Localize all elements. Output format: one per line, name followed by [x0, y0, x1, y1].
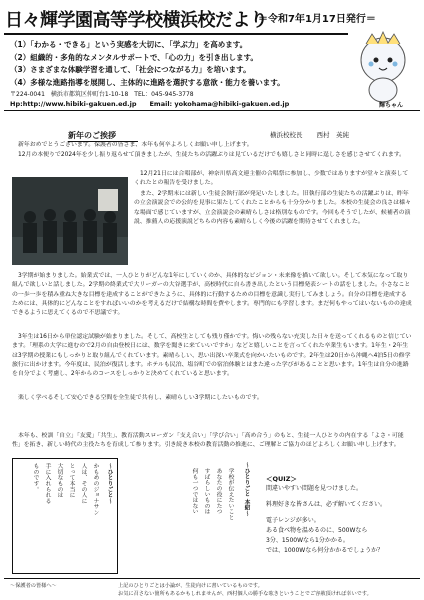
column-line: 人は、その人に [80, 463, 86, 504]
greeting-paragraph: 12月の本便りで2024年を少し振り返らせて頂きましたが、生徒たちの活躍ぶりは見ているだけでも嬉しさと同時に逞しさを感じさせてくれます。 [18, 152, 406, 158]
book-line: 学校が伝えたいこと [227, 468, 233, 521]
mascot-name: 輝ちゃん [379, 102, 404, 109]
greeting-paragraph: 12月21日には合唱部が、神奈川県高文連主催の合唱祭に参加し、少数ではありますが堂々と演奏してくれたとの報告を受けました。 [134, 171, 409, 187]
quiz-line: 電子レンジが多い。 [266, 517, 320, 524]
book-line: 何も一つではない [191, 468, 197, 515]
book-line: あなたの役にたつ [215, 468, 221, 515]
header-divider [4, 110, 420, 111]
newsletter-title: 日々輝学園高等学校横浜校だより [5, 10, 268, 31]
quiz-line: 3分、1500Wなら1分かかる。 [266, 537, 349, 544]
author-name: 西村 英純 [316, 131, 349, 139]
greeting-paragraph: 3年生は16日から単位認定試験が始まりました。そして、高校生としても残り僅かです。悔いの残らない充実した日々を送ってくれるものと信じています。「理系の大学に進むので2月の自由登校日には、数学を聞きに来ていいですか」などと嬉しいことを言ってくれた卒業生もいます。1年生・2年生は3学期の授業にもしっかりと取り組んでくれています。素晴らしい、思い出深い卒業式を向かいたいものです。2年生は20日から沖縄へ4泊5日の修学旅行に出かけます。今年度は、民泊が復活します。ホテルも民泊、塩谷町での宿泊体験とはまた違った学びがあることと思います。1年生は自分の進路を自分でよく考慮し、2年からのコースをしっかりと決めてくれていると思います。 [12, 334, 412, 378]
quiz-line: 料理好きな皆さんは、必ず解いてください。 [266, 501, 387, 508]
school-contact-links[interactable]: Hp:http://www.hibiki-gakuen.ed.jp Email: yokohama@hibiki-gakuen.ed.jp [10, 100, 290, 108]
quiz-heading: ＜QUIZ＞ [266, 475, 297, 483]
title-divider [4, 33, 348, 35]
quiz-line: ある食べ物を温めるのに、500Wなら [266, 527, 368, 534]
quiz-section [266, 474, 416, 556]
mission-list [10, 39, 285, 89]
greeting-paragraph: 3学期が始まりました。始業式では、一人ひとりがどんな1年にしていくのか、具体的なビジョン・未来像を描いて欲しい。そして本気になって取り組んで欲しいと話しました。2学期の終業式で大リーガーの大谷選手が、高校時代に自ら書き出したという目標発表シートの話をしました。小さなことの一歩一歩を積み重ね大きな目標を達成することができたように、具体的に行動するための目標を意識し実行してみましょう。自分の目標を達成するためには、具体的にどんなことをすればいいのかを考えるだけで結構な時間を費やします。専門的にも学習します。まだ何もやってはいないものの達成できるように思えてくるので不思議です。 [12, 273, 412, 317]
column-line: ものです。 [32, 463, 38, 492]
book-corner [132, 462, 252, 572]
footer-note: お気に召さない箇所もあるかもしれませんが、西村個人の勝手な呟きということでご容赦頂ければ幸いです。 [118, 591, 372, 597]
greeting-title: 新年のご挨拶 [68, 130, 138, 142]
greeting-paragraph: 本年も、校訓「自立」「友愛」「共生」、教育活動スローガン「支え合い」「学び合い」「高め合う」のもと、生徒一人ひとりの内在する「よさ・可能性」を拓き、新しい時代の主役たちを育成して参ります。引き続き本校の教育活動の推進に、ご理解とご協力のほどよろしくお願い申し上げます。 [12, 433, 404, 449]
column-box [12, 458, 118, 574]
mission-item: （4）多様な進路指導を展開し、主体的に進路を選択する意欲・能力を養います。 [10, 77, 285, 87]
quiz-line: 間違いやすい問題を見つけました。 [266, 485, 363, 492]
footer-divider [4, 578, 420, 579]
mission-item: （3）さまざまな体験学習を通して、「社会につながる力」を培います。 [10, 65, 251, 74]
students-photo [12, 177, 128, 265]
greeting-paragraph: 楽しく学べるそして安心できる空間を全生徒で共有し、素晴らしい3学期にしたいものです。 [18, 395, 263, 401]
author-role: 横浜校校長 [270, 131, 303, 139]
footer-label: ～保護者の皆様へ～ [10, 583, 57, 589]
column-line: 大切なものは [56, 463, 62, 498]
mission-item: （2）組織的・多角的なメンタルサポートで、「心の力」を引き出します。 [10, 52, 258, 62]
column-line: 手に入れられる [44, 463, 50, 504]
book-line: すばらしいものは [203, 468, 209, 515]
column-line: とって本当に [68, 463, 74, 498]
column-heading: ～ひとりごと～ [106, 463, 112, 504]
quiz-line: では、1000Wなら何分かかるでしょうか？ [266, 547, 384, 554]
school-address: 〒224-0041 横浜市都筑区仲町台1-10-18 TEL：045-945-3778 [10, 91, 194, 98]
footer-note: 上記のひとりごとは小論が、生徒向けに書いているものです。 [118, 583, 263, 589]
issue-date: ＝令和7年1月17日発行＝ [258, 14, 376, 25]
column-line: かもめのジョナサン [92, 463, 98, 516]
greeting-author [270, 130, 363, 139]
book-heading: ～ひとりごと 本紹～ [243, 462, 249, 517]
greeting-paragraph: また、2学期末には新しい生徒会執行部が発足いたしました。旧執行部の生徒たちの活躍ぶりは、昨年の立会演説会での公約を見事に果たしてくれたことからも十分分かりました。本校の生徒会の良さは様々な場面で感じていますが、立会演説会の素晴らしさは格別なものです。今回もそうでしたが、候補者の演説、推薦人の応援演説どちらの内容も素晴らしく今後の活躍を期待させてくれました。 [134, 191, 411, 225]
mission-item: （1）「わかる・できる」という実感を大切に、「学ぶ力」を高めます。 [10, 40, 248, 49]
greeting-paragraph: 新年おめでとうございます。保護者の皆さま、本年も何卒よろしくお願い申し上げます。 [18, 142, 253, 148]
